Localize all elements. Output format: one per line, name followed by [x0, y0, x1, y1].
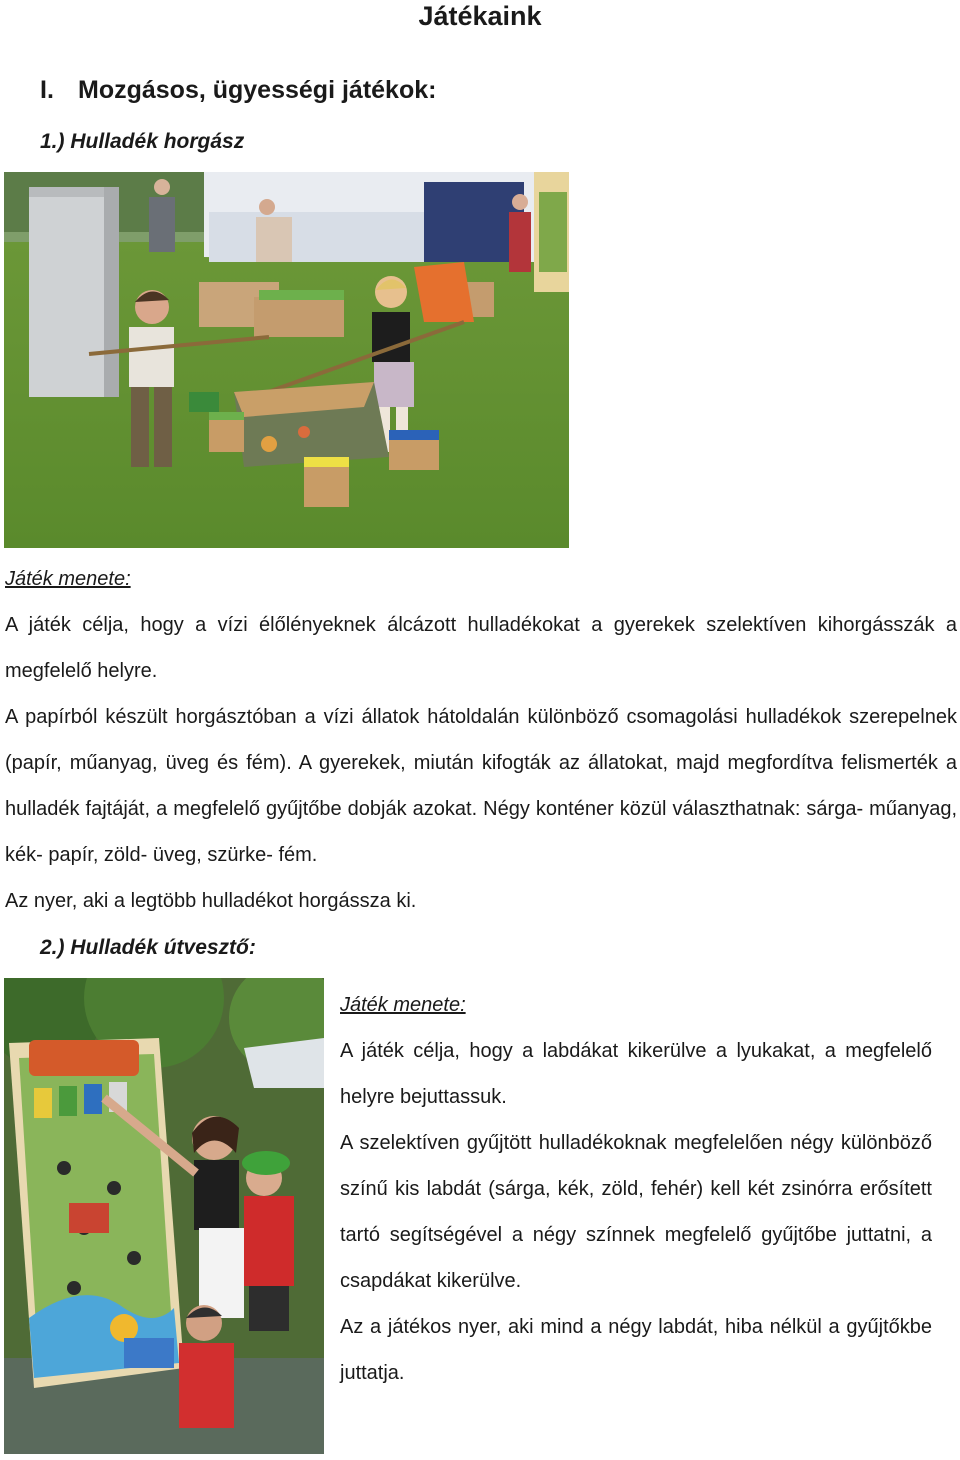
game1-heading: 1.) Hulladék horgász [40, 130, 245, 153]
game1-howto-label: Játék menete: [5, 568, 131, 590]
game2-photo [4, 978, 324, 1454]
game2-paragraph-1: A játék célja, hogy a labdákat kikerülve a lyukakat, a megfelelő helyre bejuttassuk. [340, 1040, 932, 1108]
game1-paragraph-1: A játék célja, hogy a vízi élőlényeknek álcázott hulladékokat a gyerekek szelektíven kihorgásszák a megfelelő helyre. [5, 614, 957, 682]
section-number: I. [40, 76, 54, 104]
game2-paragraph-3: Az a játékos nyer, aki mind a négy labdát, hiba nélkül a gyűjtőkbe juttatja. [340, 1316, 932, 1384]
game2-paragraph-2: A szelektíven gyűjtött hulladékoknak megfelelően négy különböző színű kis labdát (sárga, kék, zöld, fehér) kell két zsinórra erősített tartó segítségével a négy színnek megfelelő gyűjtőbe juttatni, a csapdákat kikerülve. [340, 1132, 932, 1292]
page-title: Játékaink [418, 1, 542, 31]
section-heading [40, 74, 436, 106]
game1-paragraph-3: Az nyer, aki a legtöbb hulladékot horgássza ki. [5, 890, 417, 912]
game2-heading: 2.) Hulladék útvesztő: [40, 936, 256, 959]
section-title: Mozgásos, ügyességi játékok: [78, 76, 437, 104]
game2-howto-label: Játék menete: [340, 994, 466, 1016]
game1-paragraph-2: A papírból készült horgásztóban a vízi állatok hátoldalán különböző csomagolási hulladékok szerepelnek (papír, műanyag, üveg és fém). A gyerekek, miután kifogták az állatokat, majd megfordítva felismerték a hulladék fajtáját, a megfelelő gyűjtőbe dobják azokat. Négy konténer közül választhatnak: sárga- műanyag, kék- papír, zöld- üveg, szürke- fém. [5, 706, 957, 866]
game1-photo [4, 172, 569, 548]
